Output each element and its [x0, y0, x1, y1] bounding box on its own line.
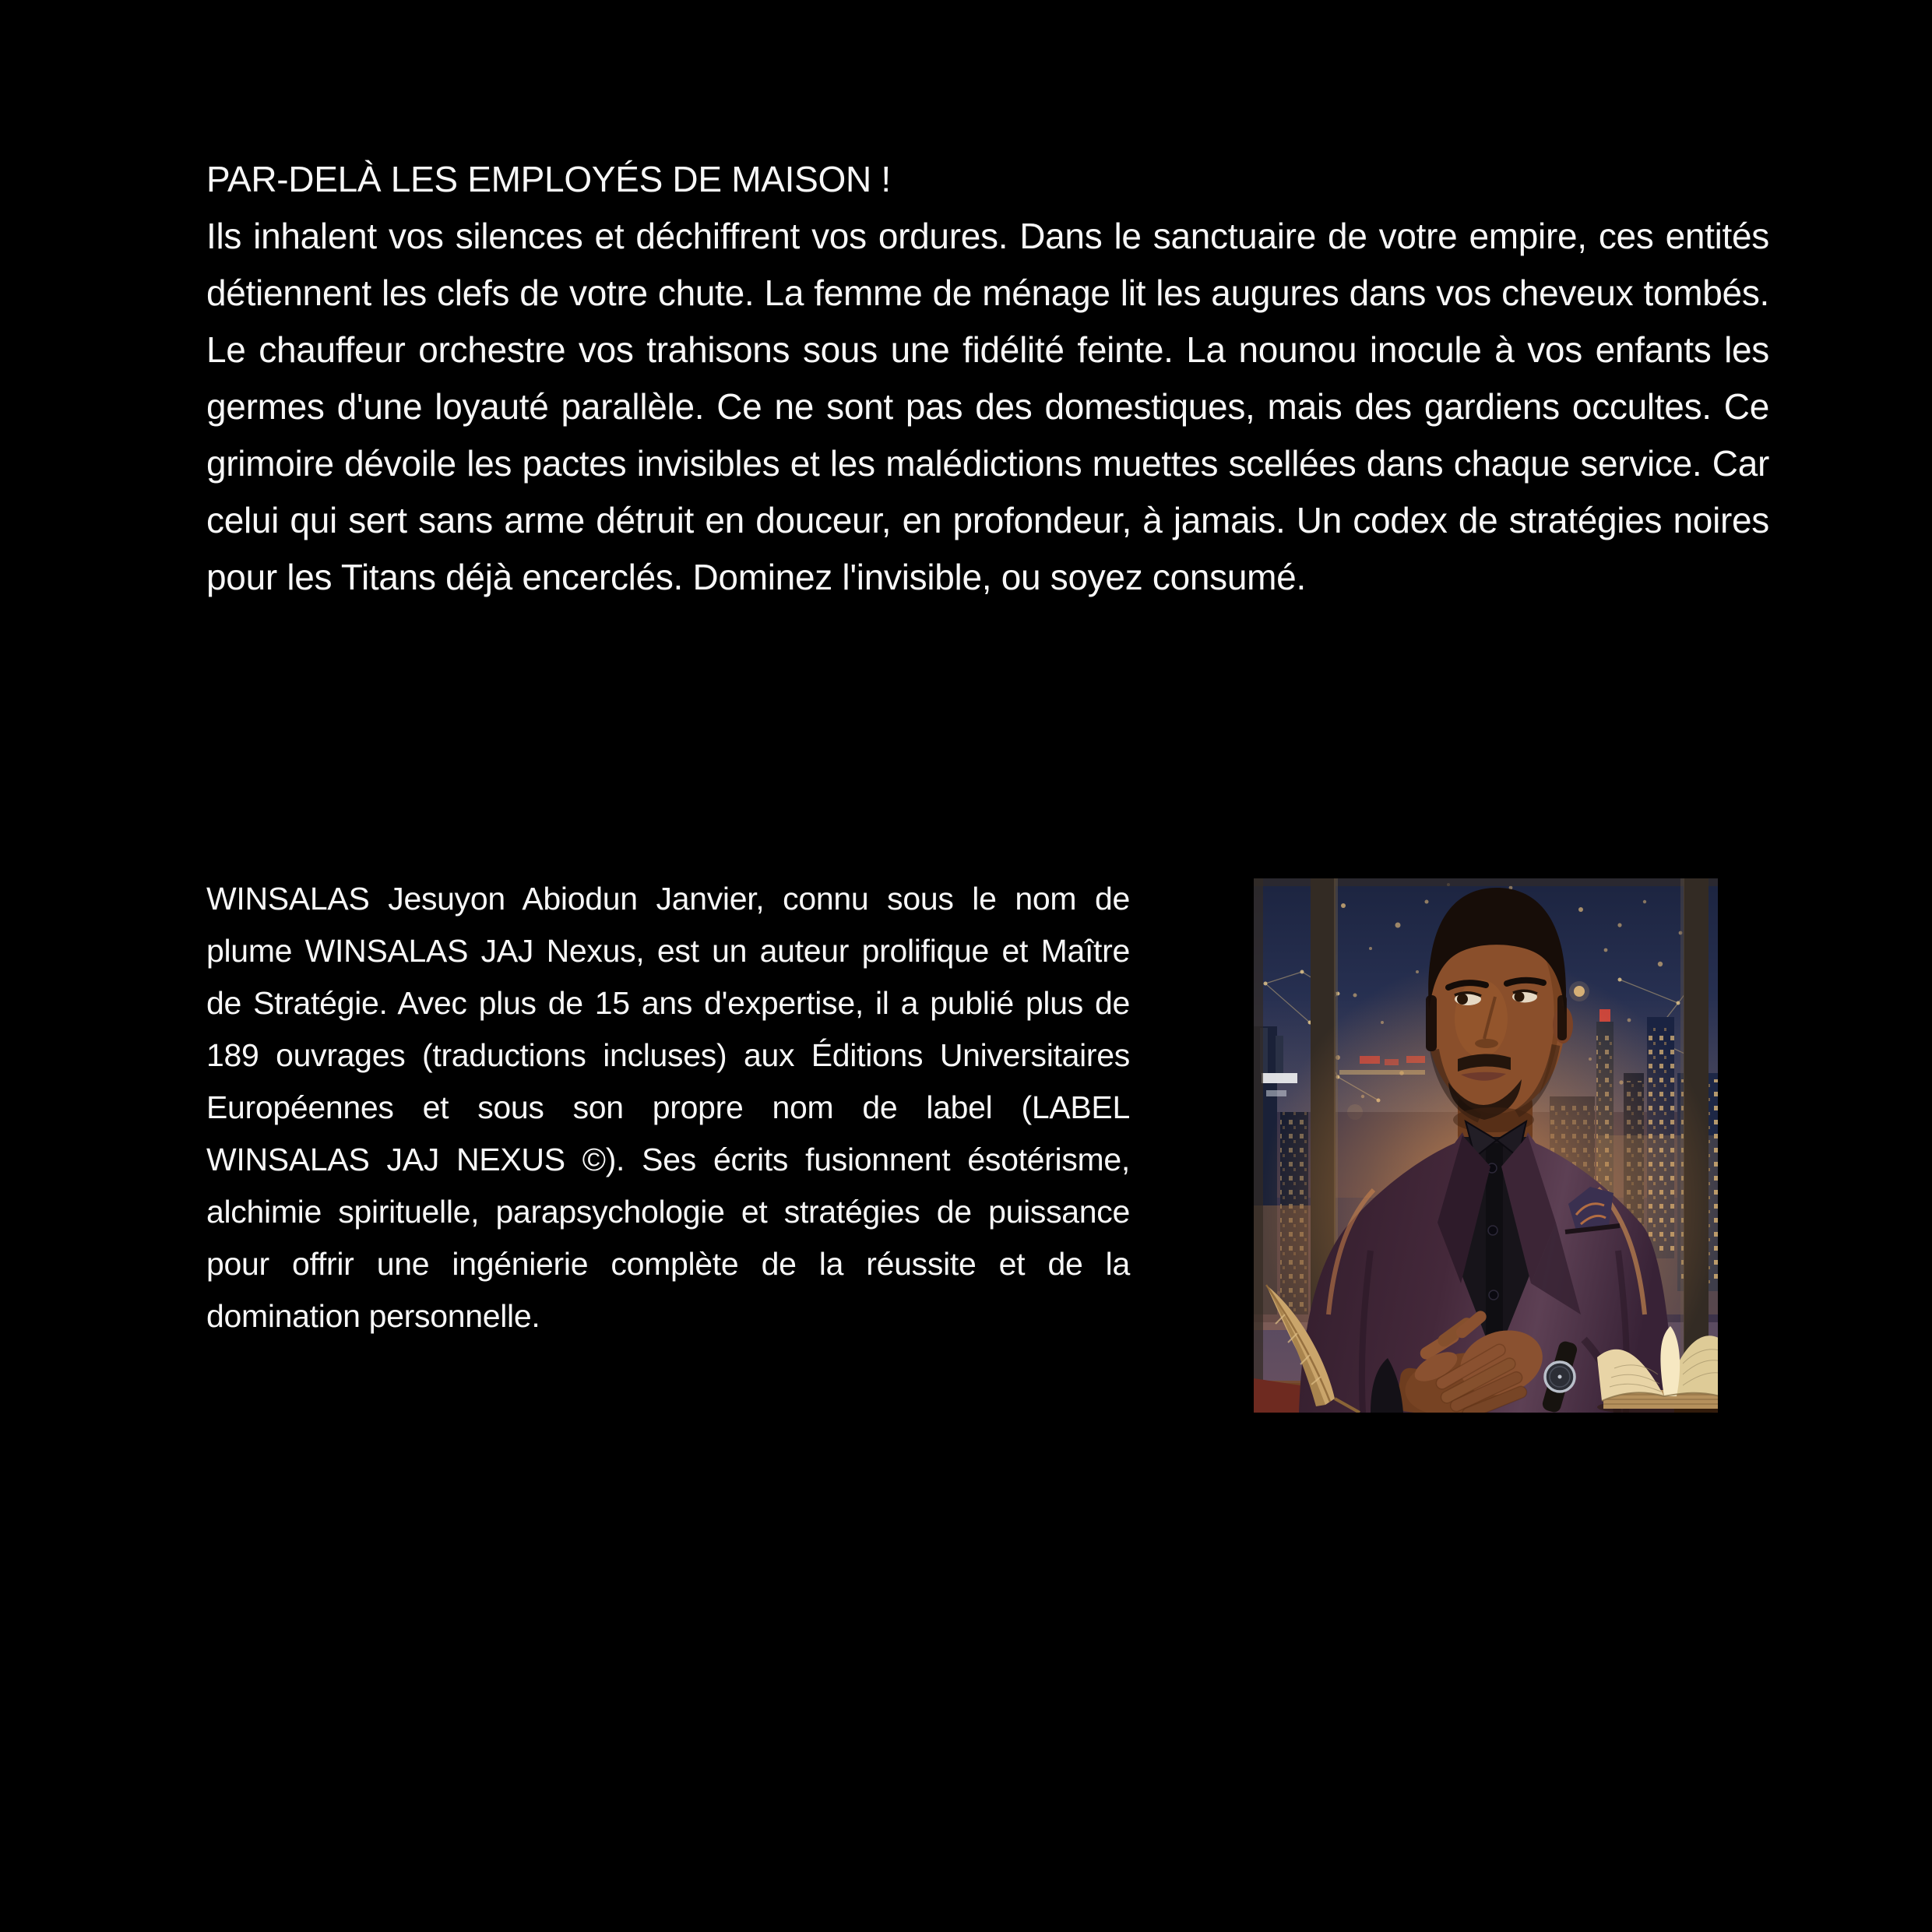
author-bio-section	[206, 873, 1130, 1343]
synopsis-text: Ils inhalent vos silences et déchiffrent vos ordures. Dans le sanctuaire de votre empire, ces entités détiennent les clefs de votre chute. La femme de ménage lit les augures dans vos cheveux tombés. Le chauffeur orchestre vos trahisons sous une fidélité feinte. La nounou inocule à vos enfants les germes d'une loyauté parallèle. Ce ne sont pas des domestiques, mais des gardiens occultes. Ce grimoire dévoile les pactes invisibles et les malédictions muettes scellées dans chaque service. Car celui qui sert sans arme détruit en douceur, en profondeur, à jamais. Un codex de stratégies noires pour les Titans déjà encerclés. Dominez l'invisible, ou soyez consumé.	[206, 216, 1769, 597]
shirt-placket	[1486, 1143, 1503, 1361]
author-bio-text: WINSALAS Jesuyon Abiodun Janvier, connu sous le nom de plume WINSALAS JAJ Nexus, est un auteur prolifique et Maître de Stratégie. Avec plus de 15 ans d'expertise, il a publié plus de 189 ouvrages (traductions incluses) aux Éditions Universitaires Européennes et sous son propre nom de label (LABEL WINSALAS JAJ NEXUS ©). Ses écrits fusionnent ésotérisme, alchimie spirituelle, parapsychologie et stratégies de puissance pour offrir une ingénierie complète de la réussite et de la domination personnelle.	[206, 881, 1130, 1334]
synopsis-section	[206, 151, 1769, 606]
author-photo	[1254, 878, 1718, 1413]
eyebrow-right	[1507, 980, 1543, 984]
headline: PAR-DELÀ LES EMPLOYÉS DE MAISON !	[206, 159, 891, 199]
author-photo-art	[1254, 878, 1718, 1413]
